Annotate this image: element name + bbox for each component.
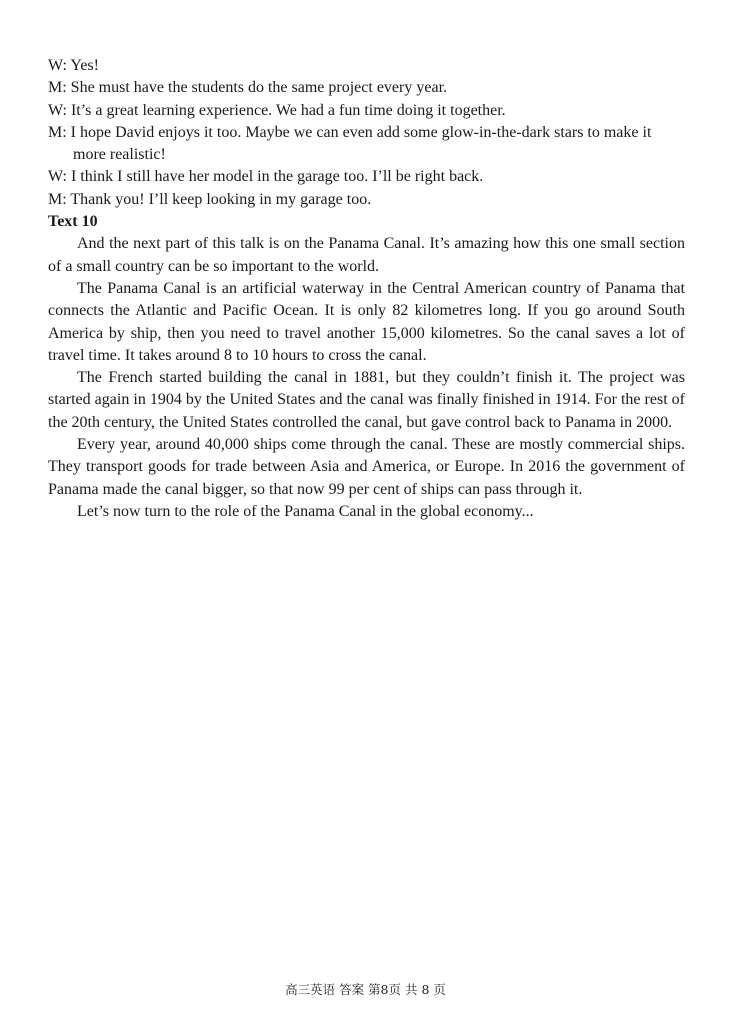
dialogue-line: M: I hope David enjoys it too. Maybe we can even add some glow-in-the-dark stars to make it more realistic!	[48, 123, 652, 164]
document-page	[48, 55, 685, 523]
page-footer: 高三英语 答案 第8页 共 8 页	[285, 982, 446, 997]
paragraph: Every year, around 40,000 ships come through the canal. These are mostly commercial ships. They transport goods for trade between Asia and America, or Europe. In 2016 the government of Panama made the canal bigger, so that now 99 per cent of ships can pass through it.	[48, 436, 685, 498]
section-heading: Text 10	[48, 213, 98, 231]
dialogue-line: M: She must have the students do the same project every year.	[48, 79, 448, 97]
paragraph: And the next part of this talk is on the Panama Canal. It’s amazing how this one small section of a small country can be so important to the world.	[48, 235, 685, 275]
dialogue-line: W: It’s a great learning experience. We had a fun time doing it together.	[48, 101, 506, 119]
paragraph: The French started building the canal in 1881, but they couldn’t finish it. The project was started again in 1904 by the United States and the canal was finally finished in 1914. For the rest of the 20th century, the United States controlled the canal, but gave control back to Panama in 2000.	[48, 369, 685, 431]
dialogue-line: W: I think I still have her model in the garage too. I’ll be right back.	[48, 168, 484, 186]
dialogue-line: M: Thank you! I’ll keep looking in my garage too.	[48, 190, 372, 208]
paragraph: The Panama Canal is an artificial waterway in the Central American country of Panama that connects the Atlantic and Pacific Ocean. It is only 82 kilometres long. If you go around South America by ship, then you need to travel another 15,000 kilometres. So the canal saves a lot of travel time. It takes around 8 to 10 hours to cross the canal.	[48, 279, 685, 364]
paragraph: Let’s now turn to the role of the Panama Canal in the global economy...	[77, 502, 534, 520]
dialogue-line: W: Yes!	[48, 57, 99, 74]
